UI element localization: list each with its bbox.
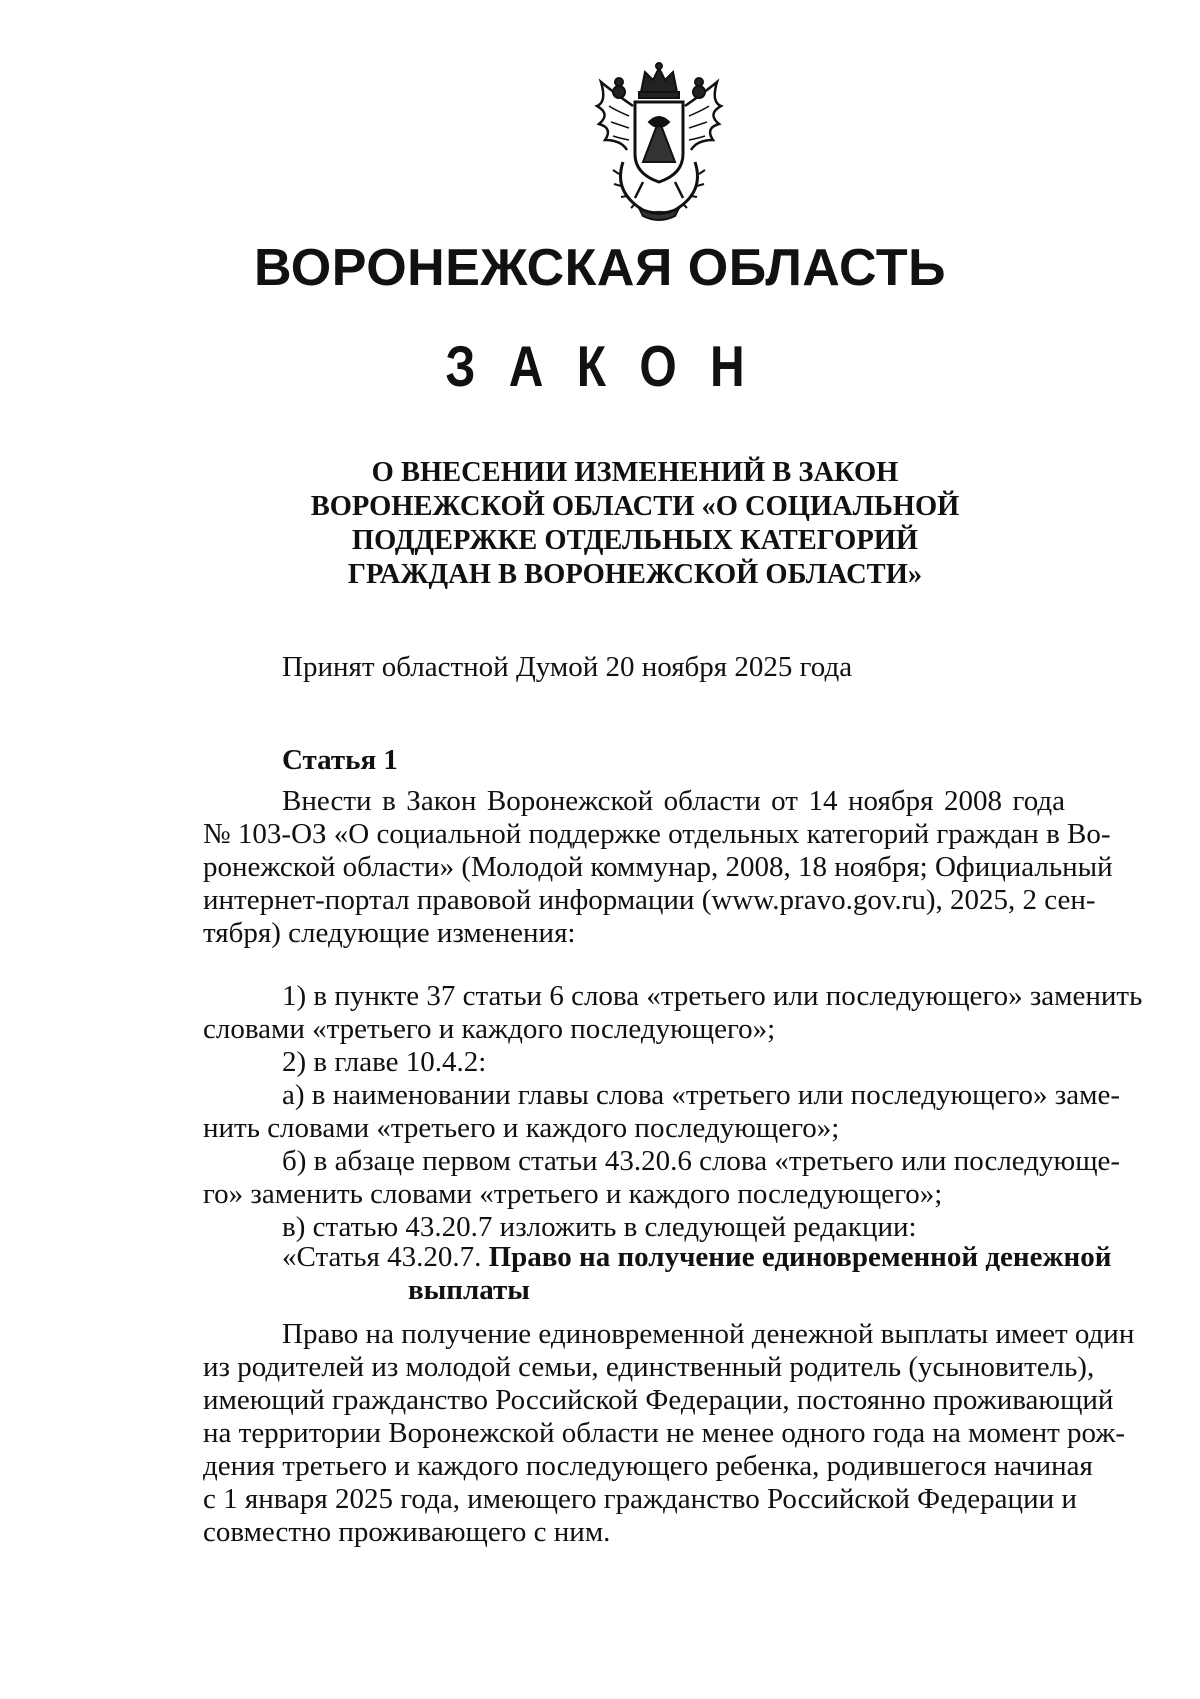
article-intro bbox=[203, 785, 1113, 950]
paragraph-line: из родителей из молодой семьи, единственный родитель (усыновитель), bbox=[203, 1351, 1095, 1383]
paragraph-line: с 1 января 2025 года, имеющего гражданство Российской Федерации и bbox=[203, 1483, 1077, 1515]
paragraph-line: дения третьего и каждого последующего ребенка, родившегося начиная bbox=[203, 1450, 1093, 1482]
quoted-article-number: «Статья 43.20.7. bbox=[282, 1241, 482, 1273]
amendment-line: 1) в пункте 37 статьи 6 слова «третьего или последующего» заменить bbox=[282, 980, 1143, 1012]
quoted-article-text bbox=[203, 1318, 1135, 1549]
quoted-article-title-cont: выплаты bbox=[408, 1274, 530, 1306]
law-title-line: ГРАЖДАН В ВОРОНЕЖСКОЙ ОБЛАСТИ» bbox=[347, 559, 923, 590]
paragraph-line: имеющий гражданство Российской Федерации, постоянно проживающий bbox=[203, 1384, 1114, 1416]
law-title bbox=[200, 456, 1070, 592]
law-title-line: О ВНЕСЕНИИ ИЗМЕНЕНИЙ В ЗАКОН bbox=[371, 457, 899, 488]
paragraph-line: интернет-портал правовой информации (www.pravo.gov.ru), 2025, 2 сен- bbox=[203, 884, 1096, 916]
amendment-line: 2) в главе 10.4.2: bbox=[282, 1046, 487, 1078]
amendment-line: словами «третьего и каждого последующего»; bbox=[203, 1013, 776, 1045]
amendments-list bbox=[203, 980, 1143, 1244]
paragraph-line: совместно проживающего с ним. bbox=[203, 1516, 611, 1548]
amendment-line: го» заменить словами «третьего и каждого последующего»; bbox=[203, 1178, 943, 1210]
paragraph-line: тября) следующие изменения: bbox=[203, 917, 576, 949]
amendment-line: б) в абзаце первом статьи 43.20.6 слова «третьего или последующе- bbox=[282, 1145, 1121, 1177]
amendment-line: нить словами «третьего и каждого последующего»; bbox=[203, 1112, 840, 1144]
paragraph-line: № 103-ОЗ «О социальной поддержке отдельных категорий граждан в Во- bbox=[203, 818, 1111, 850]
paragraph-line: Право на получение единовременной денежной выплаты имеет один bbox=[282, 1318, 1135, 1350]
adoption-note: Принят областной Думой 20 ноября 2025 года bbox=[282, 651, 853, 683]
paragraph-line: Внести в Закон Воронежской области от 14 ноября 2008 года bbox=[282, 785, 1065, 817]
law-title-line: ПОДДЕРЖКЕ ОТДЕЛЬНЫХ КАТЕГОРИЙ bbox=[351, 525, 919, 556]
document-type: З А К О Н bbox=[445, 335, 755, 400]
amendment-line: в) статью 43.20.7 изложить в следующей редакции: bbox=[282, 1211, 917, 1243]
law-title-line: ВОРОНЕЖСКОЙ ОБЛАСТИ «О СОЦИАЛЬНОЙ bbox=[310, 491, 960, 522]
article-heading: Статья 1 bbox=[282, 744, 398, 776]
paragraph-line: на территории Воронежской области не менее одного года на момент рож- bbox=[203, 1417, 1126, 1449]
paragraph-line: ронежской области» (Молодой коммунар, 2008, 18 ноября; Официальный bbox=[203, 851, 1113, 883]
amendment-line: а) в наименовании главы слова «третьего или последующего» заме- bbox=[282, 1079, 1121, 1111]
quoted-article-heading bbox=[282, 1241, 1111, 1307]
region-title: ВОРОНЕЖСКАЯ ОБЛАСТЬ bbox=[254, 239, 946, 297]
coat-of-arms-icon bbox=[583, 62, 735, 222]
quoted-article-title: Право на получение единовременной денежной bbox=[488, 1241, 1112, 1273]
